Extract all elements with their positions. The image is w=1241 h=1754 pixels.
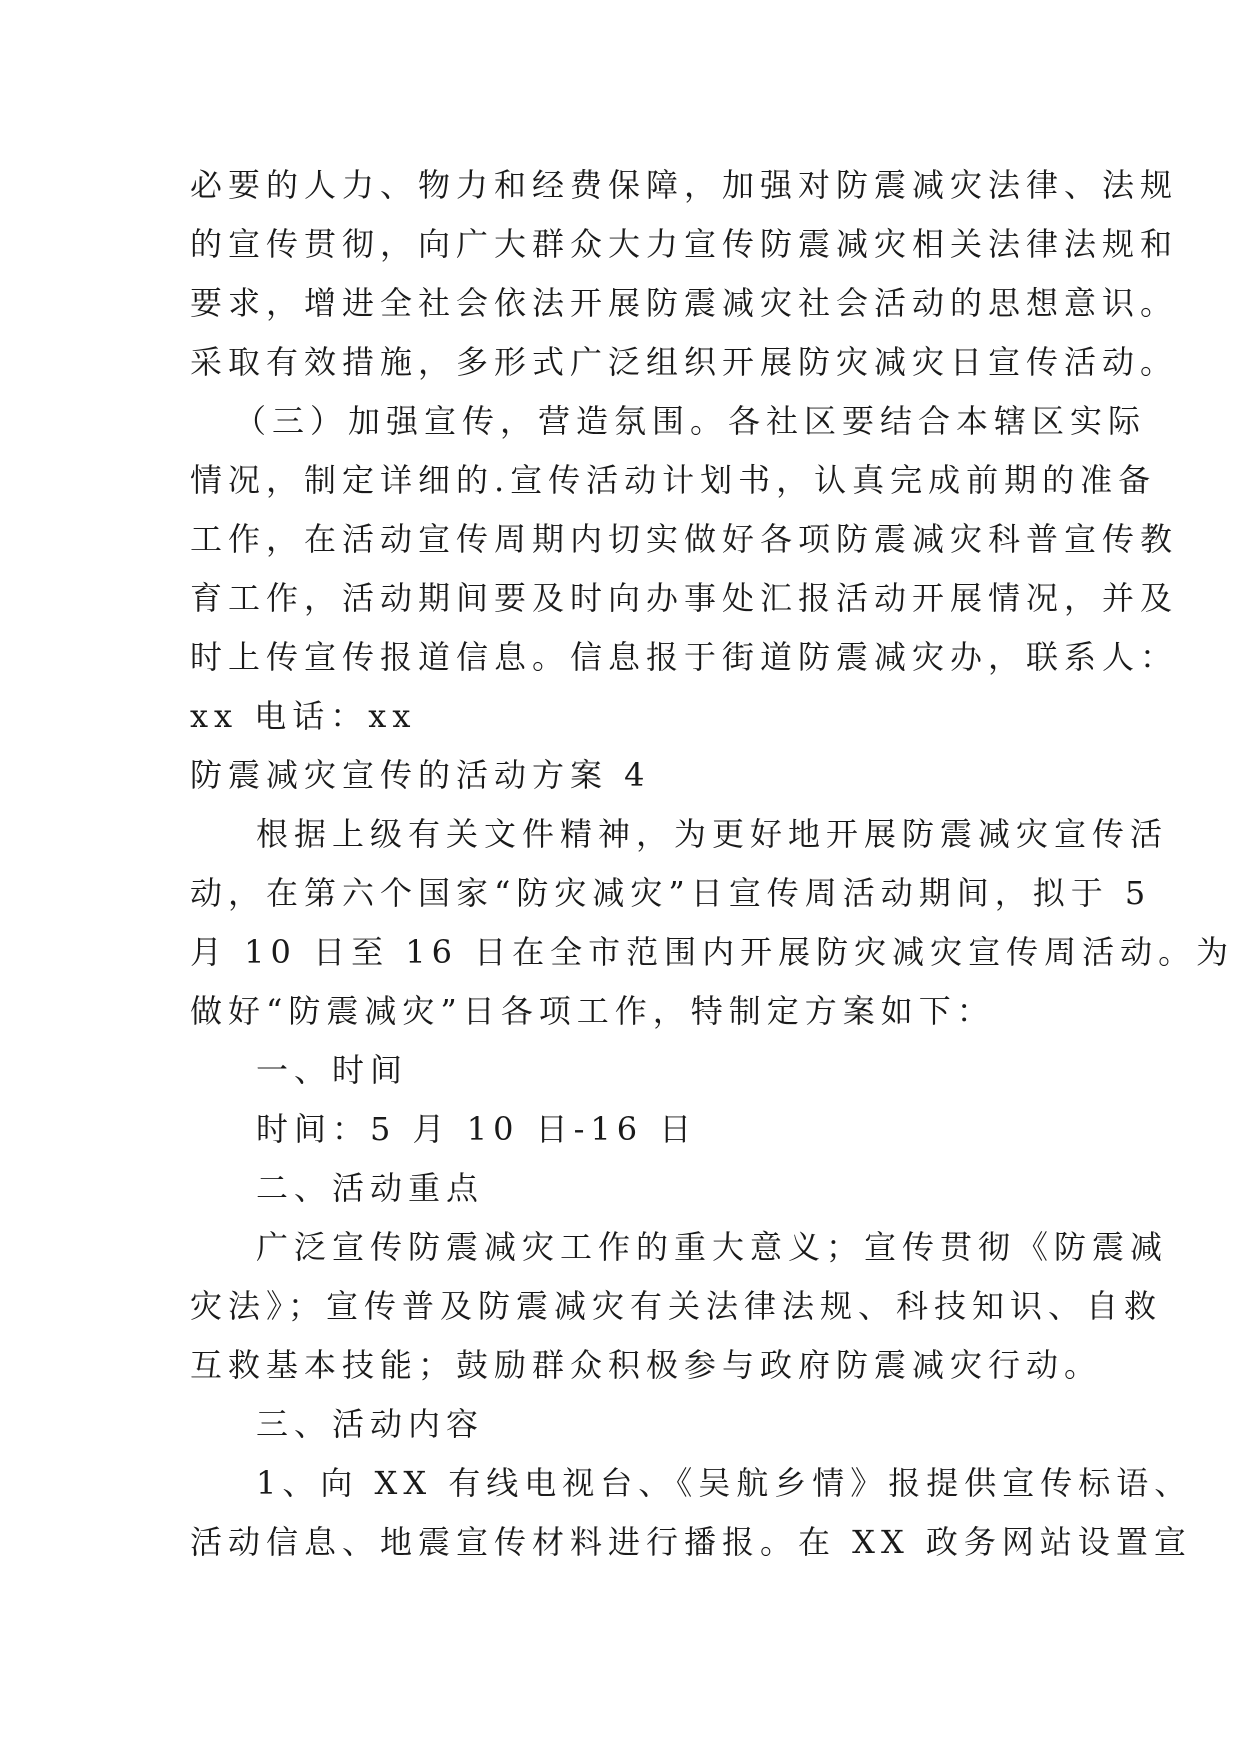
text-line: 防震减灾宣传的活动方案 4 — [190, 756, 651, 794]
text-line: 二、活动重点 — [256, 1169, 485, 1207]
text-line: 1、向 XX 有线电视台、《吴航乡情》报提供宣传标语、 — [256, 1464, 1193, 1502]
text-line: 广泛宣传防震减灾工作的重大意义；宣传贯彻《防震减 — [256, 1228, 1169, 1266]
document-body — [190, 156, 1235, 1572]
text-line: 三、活动内容 — [256, 1405, 485, 1443]
text-line: 育工作，活动期间要及时向办事处汇报活动开展情况，并及 — [190, 579, 1179, 617]
text-line: （三）加强宣传，营造氛围。各社区要结合本辖区实际 — [234, 402, 1147, 440]
text-line: 动，在第六个国家“防灾减灾”日宣传周活动期间，拟于 5 — [190, 874, 1152, 912]
text-line: 工作，在活动宣传周期内切实做好各项防震减灾科普宣传教 — [190, 520, 1179, 558]
text-line: xx 电话：xx — [190, 697, 417, 735]
text-line: 互救基本技能；鼓励群众积极参与政府防震减灾行动。 — [190, 1346, 1103, 1384]
text-line: 的宣传贯彻，向广大群众大力宣传防震减灾相关法律法规和 — [190, 225, 1179, 263]
text-line: 情况，制定详细的.宣传活动计划书，认真完成前期的准备 — [190, 461, 1157, 499]
text-line: 做好“防震减灾”日各项工作，特制定方案如下： — [190, 992, 995, 1030]
text-line: 活动信息、地震宣传材料进行播报。在 XX 政务网站设置宣 — [190, 1523, 1192, 1561]
text-line: 时上传宣传报道信息。信息报于街道防震减灾办，联系人： — [190, 638, 1179, 676]
text-line: 根据上级有关文件精神，为更好地开展防震减灾宣传活 — [256, 815, 1169, 853]
text-line: 时间：5 月 10 日-16 日 — [256, 1110, 698, 1148]
text-line: 要求，增进全社会依法开展防震减灾社会活动的思想意识。 — [190, 284, 1179, 322]
text-line: 采取有效措施，多形式广泛组织开展防灾减灾日宣传活动。 — [190, 343, 1179, 381]
text-line: 月 10 日至 16 日在全市范围内开展防灾减灾宣传周活动。为 — [190, 933, 1235, 971]
text-line: 灾法》；宣传普及防震减灾有关法律法规、科技知识、自救 — [190, 1287, 1163, 1325]
text-line: 一、时间 — [256, 1051, 409, 1089]
text-line: 必要的人力、物力和经费保障，加强对防震减灾法律、法规 — [190, 166, 1179, 204]
